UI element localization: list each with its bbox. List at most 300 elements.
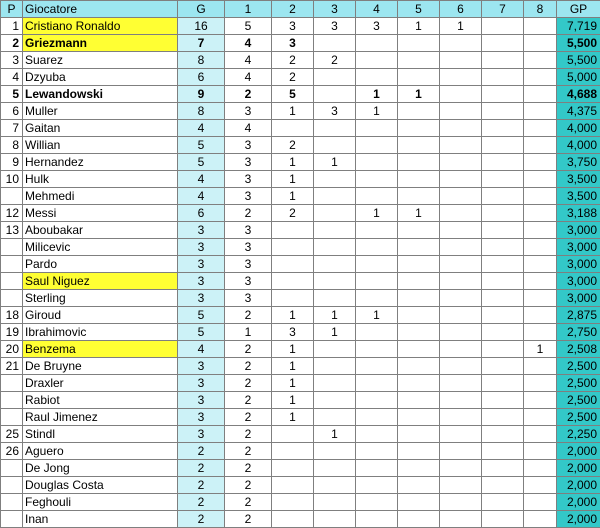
- col-6-cell[interactable]: [440, 120, 482, 137]
- position-cell[interactable]: [1, 460, 23, 477]
- col-5-cell[interactable]: [398, 511, 440, 528]
- col-5-cell[interactable]: [398, 290, 440, 307]
- col-3-cell[interactable]: [314, 392, 356, 409]
- col-7-cell[interactable]: [482, 290, 524, 307]
- header-position[interactable]: P: [1, 1, 23, 18]
- col-6-cell[interactable]: [440, 307, 482, 324]
- col-4-cell[interactable]: [356, 341, 398, 358]
- goals-cell[interactable]: 7: [178, 35, 225, 52]
- position-cell[interactable]: 2: [1, 35, 23, 52]
- col-3-cell[interactable]: [314, 205, 356, 222]
- player-name-cell[interactable]: Suarez: [23, 52, 178, 69]
- table-row[interactable]: [1, 35, 600, 52]
- col-5-cell[interactable]: [398, 35, 440, 52]
- player-name-cell[interactable]: Benzema: [23, 341, 178, 358]
- position-cell[interactable]: [1, 256, 23, 273]
- player-name-cell[interactable]: De Bruyne: [23, 358, 178, 375]
- col-6-cell[interactable]: [440, 239, 482, 256]
- col-3-cell[interactable]: 3: [314, 103, 356, 120]
- col-6-cell[interactable]: [440, 426, 482, 443]
- header-col-5[interactable]: 5: [398, 1, 440, 18]
- col-1-cell[interactable]: 3: [225, 188, 272, 205]
- col-1-cell[interactable]: 1: [225, 324, 272, 341]
- player-name-cell[interactable]: Mehmedi: [23, 188, 178, 205]
- table-row[interactable]: [1, 188, 600, 205]
- table-row[interactable]: [1, 477, 600, 494]
- table-row[interactable]: [1, 239, 600, 256]
- col-6-cell[interactable]: [440, 511, 482, 528]
- col-6-cell[interactable]: [440, 256, 482, 273]
- player-name-cell[interactable]: Hulk: [23, 171, 178, 188]
- col-3-cell[interactable]: [314, 460, 356, 477]
- col-4-cell[interactable]: [356, 460, 398, 477]
- col-4-cell[interactable]: 1: [356, 86, 398, 103]
- player-name-cell[interactable]: Gaitan: [23, 120, 178, 137]
- col-5-cell[interactable]: [398, 460, 440, 477]
- position-cell[interactable]: [1, 511, 23, 528]
- col-1-cell[interactable]: 3: [225, 171, 272, 188]
- col-6-cell[interactable]: [440, 137, 482, 154]
- col-1-cell[interactable]: 3: [225, 290, 272, 307]
- gp-cell[interactable]: 4,000: [557, 120, 600, 137]
- col-3-cell[interactable]: 1: [314, 426, 356, 443]
- col-2-cell[interactable]: 2: [272, 69, 314, 86]
- col-6-cell[interactable]: [440, 188, 482, 205]
- col-1-cell[interactable]: 2: [225, 426, 272, 443]
- col-4-cell[interactable]: 1: [356, 205, 398, 222]
- col-2-cell[interactable]: [272, 273, 314, 290]
- col-7-cell[interactable]: [482, 256, 524, 273]
- col-4-cell[interactable]: [356, 409, 398, 426]
- col-1-cell[interactable]: 2: [225, 86, 272, 103]
- position-cell[interactable]: [1, 188, 23, 205]
- col-3-cell[interactable]: [314, 443, 356, 460]
- gp-cell[interactable]: 2,500: [557, 358, 600, 375]
- col-4-cell[interactable]: 1: [356, 103, 398, 120]
- position-cell[interactable]: 20: [1, 341, 23, 358]
- gp-cell[interactable]: 2,000: [557, 443, 600, 460]
- player-name-cell[interactable]: Lewandowski: [23, 86, 178, 103]
- col-4-cell[interactable]: [356, 222, 398, 239]
- player-name-cell[interactable]: Raul Jimenez: [23, 409, 178, 426]
- gp-cell[interactable]: 3,750: [557, 154, 600, 171]
- col-1-cell[interactable]: 3: [225, 256, 272, 273]
- table-row[interactable]: [1, 375, 600, 392]
- col-6-cell[interactable]: [440, 460, 482, 477]
- col-5-cell[interactable]: [398, 103, 440, 120]
- player-name-cell[interactable]: Draxler: [23, 375, 178, 392]
- player-name-cell[interactable]: Feghouli: [23, 494, 178, 511]
- goals-cell[interactable]: 5: [178, 324, 225, 341]
- goals-cell[interactable]: 2: [178, 511, 225, 528]
- player-name-cell[interactable]: Giroud: [23, 307, 178, 324]
- gp-cell[interactable]: 3,500: [557, 188, 600, 205]
- col-2-cell[interactable]: [272, 222, 314, 239]
- col-2-cell[interactable]: 5: [272, 86, 314, 103]
- col-2-cell[interactable]: [272, 290, 314, 307]
- header-col-8[interactable]: 8: [524, 1, 557, 18]
- col-3-cell[interactable]: 1: [314, 307, 356, 324]
- header-gp[interactable]: GP: [557, 1, 600, 18]
- col-7-cell[interactable]: [482, 69, 524, 86]
- goals-cell[interactable]: 3: [178, 222, 225, 239]
- col-3-cell[interactable]: [314, 222, 356, 239]
- col-2-cell[interactable]: [272, 477, 314, 494]
- col-5-cell[interactable]: [398, 120, 440, 137]
- position-cell[interactable]: 1: [1, 18, 23, 35]
- header-col-7[interactable]: 7: [482, 1, 524, 18]
- col-2-cell[interactable]: [272, 426, 314, 443]
- goals-cell[interactable]: 3: [178, 392, 225, 409]
- col-2-cell[interactable]: 3: [272, 324, 314, 341]
- gp-cell[interactable]: 2,000: [557, 511, 600, 528]
- col-7-cell[interactable]: [482, 154, 524, 171]
- col-4-cell[interactable]: [356, 256, 398, 273]
- col-8-cell[interactable]: [524, 205, 557, 222]
- col-4-cell[interactable]: [356, 69, 398, 86]
- col-7-cell[interactable]: [482, 307, 524, 324]
- col-4-cell[interactable]: 3: [356, 18, 398, 35]
- col-2-cell[interactable]: [272, 511, 314, 528]
- col-6-cell[interactable]: [440, 222, 482, 239]
- col-7-cell[interactable]: [482, 52, 524, 69]
- col-8-cell[interactable]: [524, 103, 557, 120]
- col-2-cell[interactable]: 2: [272, 52, 314, 69]
- col-3-cell[interactable]: [314, 290, 356, 307]
- col-6-cell[interactable]: [440, 171, 482, 188]
- player-name-cell[interactable]: Milicevic: [23, 239, 178, 256]
- col-3-cell[interactable]: [314, 375, 356, 392]
- col-8-cell[interactable]: [524, 392, 557, 409]
- gp-cell[interactable]: 2,500: [557, 409, 600, 426]
- col-8-cell[interactable]: [524, 239, 557, 256]
- col-5-cell[interactable]: [398, 239, 440, 256]
- col-2-cell[interactable]: [272, 239, 314, 256]
- col-1-cell[interactable]: 2: [225, 460, 272, 477]
- col-7-cell[interactable]: [482, 494, 524, 511]
- table-row[interactable]: [1, 137, 600, 154]
- col-3-cell[interactable]: [314, 341, 356, 358]
- col-3-cell[interactable]: [314, 69, 356, 86]
- col-3-cell[interactable]: [314, 188, 356, 205]
- col-4-cell[interactable]: [356, 188, 398, 205]
- player-name-cell[interactable]: Pardo: [23, 256, 178, 273]
- header-player[interactable]: Giocatore: [23, 1, 178, 18]
- col-3-cell[interactable]: 3: [314, 18, 356, 35]
- col-2-cell[interactable]: [272, 443, 314, 460]
- table-row[interactable]: [1, 52, 600, 69]
- col-4-cell[interactable]: [356, 375, 398, 392]
- position-cell[interactable]: 19: [1, 324, 23, 341]
- table-row[interactable]: [1, 460, 600, 477]
- col-6-cell[interactable]: [440, 205, 482, 222]
- col-1-cell[interactable]: 3: [225, 103, 272, 120]
- col-6-cell[interactable]: [440, 443, 482, 460]
- col-1-cell[interactable]: 4: [225, 35, 272, 52]
- col-5-cell[interactable]: 1: [398, 205, 440, 222]
- col-3-cell[interactable]: [314, 239, 356, 256]
- goals-cell[interactable]: 8: [178, 52, 225, 69]
- col-4-cell[interactable]: [356, 443, 398, 460]
- col-7-cell[interactable]: [482, 222, 524, 239]
- col-4-cell[interactable]: [356, 171, 398, 188]
- goals-cell[interactable]: 2: [178, 443, 225, 460]
- col-8-cell[interactable]: [524, 154, 557, 171]
- position-cell[interactable]: 10: [1, 171, 23, 188]
- col-7-cell[interactable]: [482, 171, 524, 188]
- goals-cell[interactable]: 3: [178, 290, 225, 307]
- col-7-cell[interactable]: [482, 341, 524, 358]
- table-row[interactable]: [1, 341, 600, 358]
- goals-cell[interactable]: 5: [178, 137, 225, 154]
- table-row[interactable]: [1, 392, 600, 409]
- col-3-cell[interactable]: [314, 494, 356, 511]
- col-1-cell[interactable]: 2: [225, 443, 272, 460]
- goals-cell[interactable]: 2: [178, 477, 225, 494]
- col-8-cell[interactable]: [524, 52, 557, 69]
- col-8-cell[interactable]: [524, 511, 557, 528]
- col-8-cell[interactable]: [524, 494, 557, 511]
- table-row[interactable]: [1, 103, 600, 120]
- col-1-cell[interactable]: 3: [225, 137, 272, 154]
- position-cell[interactable]: 3: [1, 52, 23, 69]
- col-2-cell[interactable]: 2: [272, 137, 314, 154]
- table-row[interactable]: [1, 69, 600, 86]
- col-1-cell[interactable]: 5: [225, 18, 272, 35]
- position-cell[interactable]: [1, 239, 23, 256]
- col-3-cell[interactable]: 1: [314, 324, 356, 341]
- col-8-cell[interactable]: 1: [524, 341, 557, 358]
- col-8-cell[interactable]: [524, 460, 557, 477]
- gp-cell[interactable]: 2,750: [557, 324, 600, 341]
- col-5-cell[interactable]: [398, 256, 440, 273]
- player-name-cell[interactable]: Griezmann: [23, 35, 178, 52]
- col-7-cell[interactable]: [482, 426, 524, 443]
- player-name-cell[interactable]: Messi: [23, 205, 178, 222]
- col-2-cell[interactable]: [272, 494, 314, 511]
- col-1-cell[interactable]: 2: [225, 392, 272, 409]
- col-7-cell[interactable]: [482, 409, 524, 426]
- col-1-cell[interactable]: 3: [225, 154, 272, 171]
- table-row[interactable]: [1, 222, 600, 239]
- gp-cell[interactable]: 4,000: [557, 137, 600, 154]
- position-cell[interactable]: [1, 409, 23, 426]
- col-8-cell[interactable]: [524, 35, 557, 52]
- col-7-cell[interactable]: [482, 375, 524, 392]
- col-6-cell[interactable]: 1: [440, 18, 482, 35]
- col-2-cell[interactable]: [272, 120, 314, 137]
- col-5-cell[interactable]: [398, 341, 440, 358]
- position-cell[interactable]: 7: [1, 120, 23, 137]
- col-4-cell[interactable]: [356, 154, 398, 171]
- col-7-cell[interactable]: [482, 511, 524, 528]
- goals-cell[interactable]: 8: [178, 103, 225, 120]
- col-3-cell[interactable]: [314, 477, 356, 494]
- col-2-cell[interactable]: 1: [272, 392, 314, 409]
- col-1-cell[interactable]: 3: [225, 273, 272, 290]
- col-2-cell[interactable]: 1: [272, 409, 314, 426]
- goals-cell[interactable]: 4: [178, 120, 225, 137]
- col-4-cell[interactable]: [356, 392, 398, 409]
- goals-cell[interactable]: 3: [178, 375, 225, 392]
- player-name-cell[interactable]: Aguero: [23, 443, 178, 460]
- gp-cell[interactable]: 3,000: [557, 273, 600, 290]
- col-5-cell[interactable]: [398, 137, 440, 154]
- col-3-cell[interactable]: [314, 358, 356, 375]
- position-cell[interactable]: [1, 290, 23, 307]
- table-row[interactable]: [1, 307, 600, 324]
- col-2-cell[interactable]: 1: [272, 188, 314, 205]
- col-5-cell[interactable]: [398, 324, 440, 341]
- col-6-cell[interactable]: [440, 375, 482, 392]
- gp-cell[interactable]: 2,000: [557, 494, 600, 511]
- col-6-cell[interactable]: [440, 35, 482, 52]
- position-cell[interactable]: [1, 477, 23, 494]
- col-8-cell[interactable]: [524, 409, 557, 426]
- gp-cell[interactable]: 2,000: [557, 477, 600, 494]
- col-4-cell[interactable]: [356, 52, 398, 69]
- col-3-cell[interactable]: [314, 273, 356, 290]
- table-row[interactable]: [1, 409, 600, 426]
- col-6-cell[interactable]: [440, 341, 482, 358]
- col-2-cell[interactable]: 2: [272, 205, 314, 222]
- col-1-cell[interactable]: 2: [225, 494, 272, 511]
- gp-cell[interactable]: 5,500: [557, 52, 600, 69]
- col-5-cell[interactable]: 1: [398, 18, 440, 35]
- col-3-cell[interactable]: [314, 86, 356, 103]
- col-7-cell[interactable]: [482, 392, 524, 409]
- player-name-cell[interactable]: De Jong: [23, 460, 178, 477]
- col-3-cell[interactable]: [314, 171, 356, 188]
- col-5-cell[interactable]: [398, 477, 440, 494]
- col-6-cell[interactable]: [440, 273, 482, 290]
- col-5-cell[interactable]: [398, 52, 440, 69]
- col-8-cell[interactable]: [524, 222, 557, 239]
- col-2-cell[interactable]: 1: [272, 307, 314, 324]
- col-3-cell[interactable]: [314, 409, 356, 426]
- goals-cell[interactable]: 2: [178, 494, 225, 511]
- col-2-cell[interactable]: [272, 460, 314, 477]
- col-7-cell[interactable]: [482, 443, 524, 460]
- player-name-cell[interactable]: Ibrahimovic: [23, 324, 178, 341]
- col-7-cell[interactable]: [482, 103, 524, 120]
- col-3-cell[interactable]: [314, 137, 356, 154]
- player-name-cell[interactable]: Dzyuba: [23, 69, 178, 86]
- col-8-cell[interactable]: [524, 358, 557, 375]
- table-row[interactable]: [1, 256, 600, 273]
- col-5-cell[interactable]: [398, 358, 440, 375]
- table-row[interactable]: [1, 324, 600, 341]
- col-8-cell[interactable]: [524, 324, 557, 341]
- col-5-cell[interactable]: [398, 188, 440, 205]
- position-cell[interactable]: [1, 273, 23, 290]
- gp-cell[interactable]: 3,000: [557, 222, 600, 239]
- col-4-cell[interactable]: [356, 137, 398, 154]
- header-col-3[interactable]: 3: [314, 1, 356, 18]
- table-row[interactable]: [1, 358, 600, 375]
- col-8-cell[interactable]: [524, 137, 557, 154]
- col-8-cell[interactable]: [524, 120, 557, 137]
- col-8-cell[interactable]: [524, 69, 557, 86]
- col-7-cell[interactable]: [482, 86, 524, 103]
- position-cell[interactable]: 5: [1, 86, 23, 103]
- position-cell[interactable]: 12: [1, 205, 23, 222]
- col-1-cell[interactable]: 2: [225, 409, 272, 426]
- col-2-cell[interactable]: 3: [272, 18, 314, 35]
- col-2-cell[interactable]: 1: [272, 358, 314, 375]
- col-5-cell[interactable]: [398, 443, 440, 460]
- col-2-cell[interactable]: 1: [272, 341, 314, 358]
- player-name-cell[interactable]: Cristiano Ronaldo: [23, 18, 178, 35]
- gp-cell[interactable]: 4,375: [557, 103, 600, 120]
- gp-cell[interactable]: 3,500: [557, 171, 600, 188]
- table-row[interactable]: [1, 154, 600, 171]
- player-name-cell[interactable]: Rabiot: [23, 392, 178, 409]
- position-cell[interactable]: 8: [1, 137, 23, 154]
- gp-cell[interactable]: 3,000: [557, 256, 600, 273]
- col-5-cell[interactable]: [398, 392, 440, 409]
- gp-cell[interactable]: 5,500: [557, 35, 600, 52]
- gp-cell[interactable]: 5,000: [557, 69, 600, 86]
- col-4-cell[interactable]: [356, 290, 398, 307]
- col-4-cell[interactable]: [356, 324, 398, 341]
- col-8-cell[interactable]: [524, 273, 557, 290]
- col-4-cell[interactable]: [356, 273, 398, 290]
- col-1-cell[interactable]: 3: [225, 239, 272, 256]
- position-cell[interactable]: 26: [1, 443, 23, 460]
- col-6-cell[interactable]: [440, 69, 482, 86]
- position-cell[interactable]: 25: [1, 426, 23, 443]
- col-4-cell[interactable]: [356, 239, 398, 256]
- goals-cell[interactable]: 4: [178, 188, 225, 205]
- col-6-cell[interactable]: [440, 86, 482, 103]
- col-8-cell[interactable]: [524, 86, 557, 103]
- goals-cell[interactable]: 3: [178, 409, 225, 426]
- player-name-cell[interactable]: Stindl: [23, 426, 178, 443]
- col-2-cell[interactable]: 1: [272, 103, 314, 120]
- goals-cell[interactable]: 3: [178, 273, 225, 290]
- col-6-cell[interactable]: [440, 154, 482, 171]
- col-5-cell[interactable]: [398, 307, 440, 324]
- position-cell[interactable]: [1, 494, 23, 511]
- col-3-cell[interactable]: [314, 511, 356, 528]
- col-1-cell[interactable]: 2: [225, 341, 272, 358]
- col-7-cell[interactable]: [482, 477, 524, 494]
- player-name-cell[interactable]: Inan: [23, 511, 178, 528]
- col-5-cell[interactable]: [398, 154, 440, 171]
- position-cell[interactable]: 13: [1, 222, 23, 239]
- position-cell[interactable]: 6: [1, 103, 23, 120]
- position-cell[interactable]: 9: [1, 154, 23, 171]
- table-row[interactable]: [1, 290, 600, 307]
- col-6-cell[interactable]: [440, 324, 482, 341]
- col-8-cell[interactable]: [524, 18, 557, 35]
- table-row[interactable]: [1, 171, 600, 188]
- position-cell[interactable]: 18: [1, 307, 23, 324]
- col-5-cell[interactable]: [398, 409, 440, 426]
- col-4-cell[interactable]: [356, 120, 398, 137]
- col-8-cell[interactable]: [524, 375, 557, 392]
- gp-cell[interactable]: 2,000: [557, 460, 600, 477]
- col-8-cell[interactable]: [524, 256, 557, 273]
- col-7-cell[interactable]: [482, 273, 524, 290]
- table-row[interactable]: [1, 205, 600, 222]
- goals-cell[interactable]: 3: [178, 426, 225, 443]
- table-row[interactable]: [1, 120, 600, 137]
- col-1-cell[interactable]: 2: [225, 511, 272, 528]
- goals-cell[interactable]: 6: [178, 69, 225, 86]
- table-row[interactable]: [1, 273, 600, 290]
